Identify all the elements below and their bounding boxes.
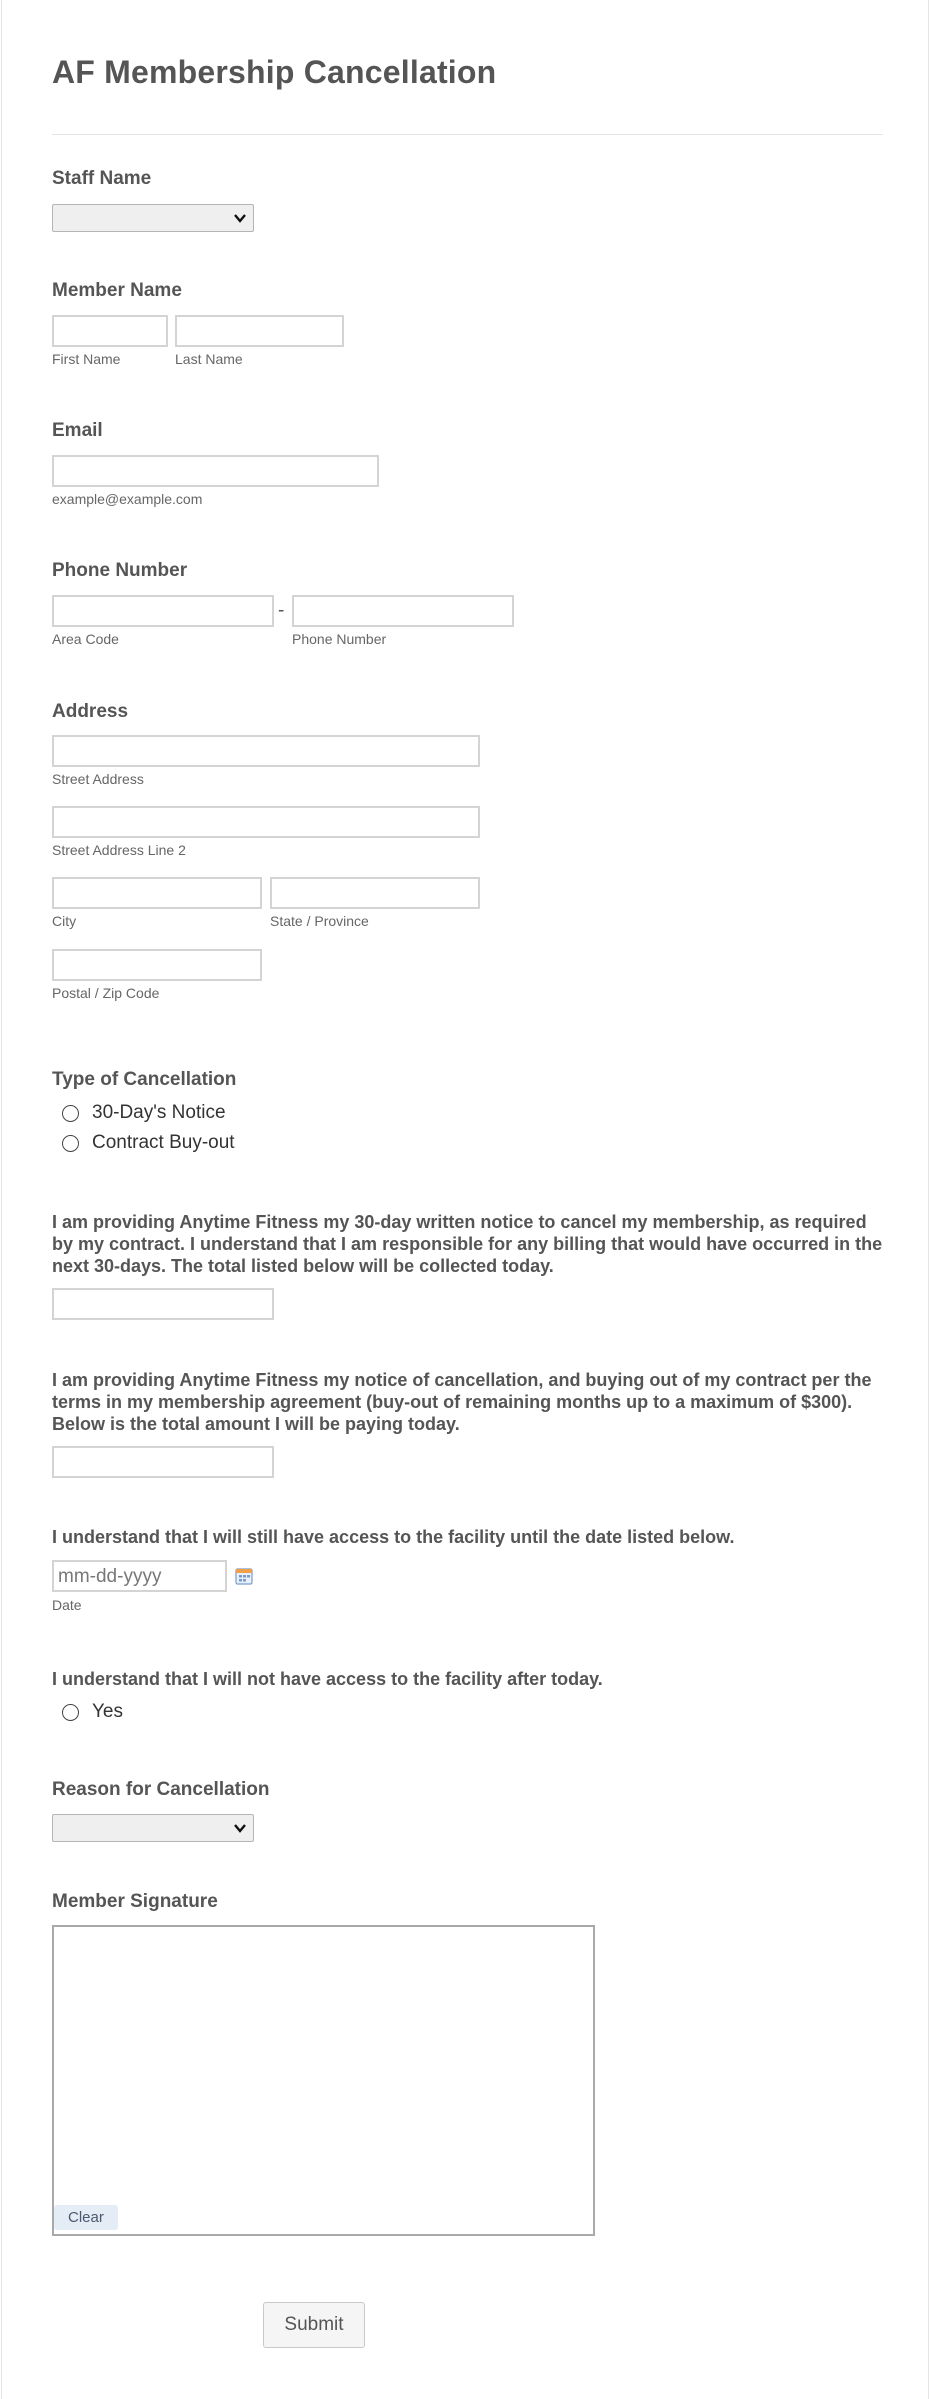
street-address-input[interactable] bbox=[52, 735, 480, 767]
chevron-down-icon bbox=[233, 211, 247, 225]
date-sublabel: Date bbox=[52, 1597, 82, 1613]
staff-name-select[interactable] bbox=[52, 204, 254, 232]
buyout-amount-input[interactable] bbox=[52, 1446, 274, 1478]
calendar-icon[interactable] bbox=[235, 1567, 253, 1585]
street-address-line2-sublabel: Street Address Line 2 bbox=[52, 842, 186, 858]
street-address-line2-input[interactable] bbox=[52, 806, 480, 838]
city-sublabel: City bbox=[52, 913, 77, 929]
email-input[interactable] bbox=[52, 455, 379, 487]
radio-30-day-notice-label[interactable]: 30-Day's Notice bbox=[92, 1102, 226, 1123]
title-divider bbox=[52, 134, 883, 135]
notice-30-amount-input[interactable] bbox=[52, 1288, 274, 1320]
radio-contract-buyout-label[interactable]: Contract Buy-out bbox=[92, 1132, 235, 1153]
chevron-down-icon bbox=[233, 1821, 247, 1835]
phone-number-input[interactable] bbox=[292, 595, 514, 627]
state-input[interactable] bbox=[270, 877, 480, 909]
radio-30-day-notice[interactable] bbox=[62, 1105, 79, 1122]
phone-number-sublabel: Phone Number bbox=[292, 631, 387, 647]
signature-label: Member Signature bbox=[52, 1891, 218, 1912]
no-access-text: I understand that I will not have access to the facility after today. bbox=[52, 1669, 603, 1689]
reason-select[interactable] bbox=[52, 1814, 254, 1842]
email-sublabel: example@example.com bbox=[52, 491, 203, 507]
reason-label: Reason for Cancellation bbox=[52, 1779, 270, 1800]
member-name-label: Member Name bbox=[52, 280, 182, 301]
date-placeholder: mm-dd-yyyy bbox=[58, 1566, 162, 1587]
city-input[interactable] bbox=[52, 877, 262, 909]
notice-30-text: I am providing Anytime Fitness my 30-day written notice to cancel my membership, as required by my contract. I understand that I am responsible for any billing that would have occurred in the next 30-days. The total listed below will be collected today. bbox=[52, 1212, 883, 1276]
clear-signature-button[interactable]: Clear bbox=[54, 2205, 118, 2230]
cancellation-type-label: Type of Cancellation bbox=[52, 1069, 237, 1090]
radio-yes[interactable] bbox=[62, 1704, 79, 1721]
last-name-sublabel: Last Name bbox=[175, 351, 243, 367]
access-until-date-input[interactable] bbox=[52, 1560, 227, 1592]
radio-yes-label[interactable]: Yes bbox=[92, 1701, 123, 1722]
radio-contract-buyout[interactable] bbox=[62, 1135, 79, 1152]
submit-button[interactable]: Submit bbox=[263, 2302, 365, 2348]
phone-label: Phone Number bbox=[52, 560, 188, 581]
last-name-input[interactable] bbox=[175, 315, 344, 347]
buyout-text: I am providing Anytime Fitness my notice of cancellation, and buying out of my contract per the terms in my membership agreement (buy-out of remaining months up to a maximum of $300). Below is the total amount I will be paying today. bbox=[52, 1370, 872, 1434]
staff-name-label: Staff Name bbox=[52, 168, 152, 189]
first-name-input[interactable] bbox=[52, 315, 168, 347]
access-until-text: I understand that I will still have access to the facility until the date listed below. bbox=[52, 1527, 735, 1547]
form-title: AF Membership Cancellation bbox=[52, 54, 497, 90]
zip-input[interactable] bbox=[52, 949, 262, 981]
state-sublabel: State / Province bbox=[270, 913, 369, 929]
form-page bbox=[1, 0, 929, 2399]
street-address-sublabel: Street Address bbox=[52, 771, 144, 787]
address-label: Address bbox=[52, 701, 129, 722]
area-code-sublabel: Area Code bbox=[52, 631, 119, 647]
area-code-input[interactable] bbox=[52, 595, 274, 627]
signature-pad[interactable] bbox=[52, 1925, 595, 2236]
first-name-sublabel: First Name bbox=[52, 351, 121, 367]
email-label: Email bbox=[52, 420, 103, 441]
zip-sublabel: Postal / Zip Code bbox=[52, 985, 160, 1001]
phone-separator: - bbox=[278, 600, 285, 621]
